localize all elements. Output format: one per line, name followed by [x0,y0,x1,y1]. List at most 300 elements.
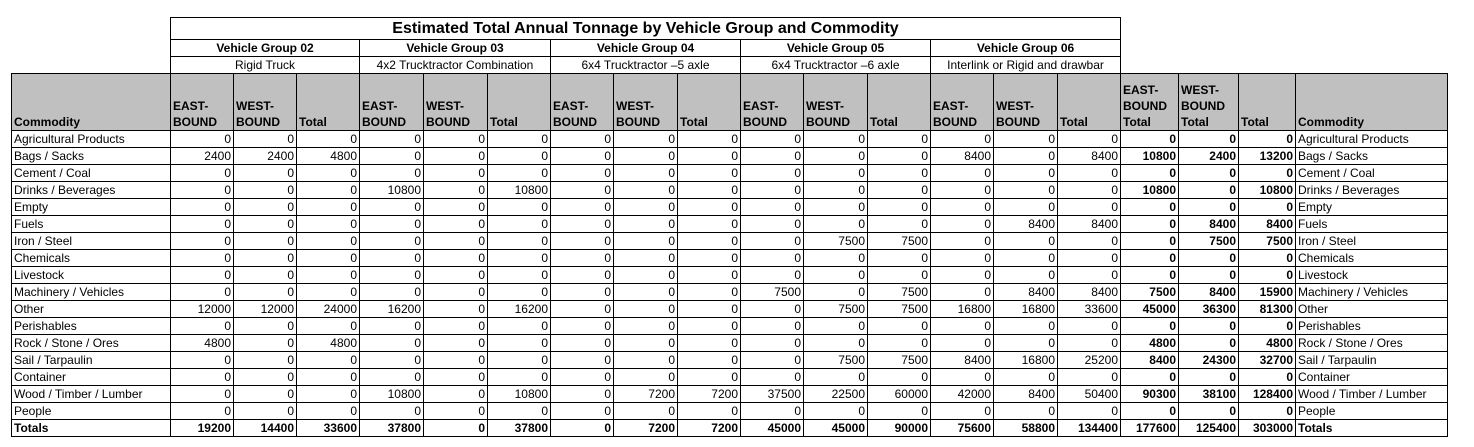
vehicle-group-type: 6x4 Trucktractor –6 axle [741,57,931,74]
tonnage-cell: 0 [994,148,1058,165]
tonnage-cell: 0 [804,369,868,386]
tonnage-cell: 0 [488,267,551,284]
total-cell: 7200 [678,420,741,437]
tonnage-cell: 0 [234,386,297,403]
tonnage-cell: 128400 [1239,386,1296,403]
column-header-total: Total [1058,74,1121,131]
tonnage-cell: 90300 [1121,386,1179,403]
tonnage-cell: 0 [931,284,994,301]
tonnage-cell: 0 [678,216,741,233]
vehicle-group-name: Vehicle Group 03 [360,40,551,57]
tonnage-cell: 0 [551,148,614,165]
tonnage-cell: 0 [551,267,614,284]
vehicle-group-name: Vehicle Group 05 [741,40,931,57]
table-row [12,386,1448,403]
tonnage-cell: 0 [678,199,741,216]
tonnage-cell: 16800 [931,301,994,318]
tonnage-cell: 13200 [1239,148,1296,165]
tonnage-cell: 38100 [1179,386,1239,403]
tonnage-cell: 0 [868,335,931,352]
tonnage-cell: 0 [234,403,297,420]
tonnage-cell: 0 [741,335,804,352]
commodity-label: Container [12,369,171,386]
tonnage-cell: 0 [1058,318,1121,335]
column-header-total: Total [488,74,551,131]
total-cell: 37800 [488,420,551,437]
column-header-commodity-right: Commodity [1296,74,1448,131]
tonnage-cell: 0 [1179,165,1239,182]
commodity-label: Other [12,301,171,318]
tonnage-cell: 0 [297,199,360,216]
tonnage-cell: 0 [931,403,994,420]
tonnage-cell: 0 [1121,403,1179,420]
column-header-grand-total: Total [1239,74,1296,131]
tonnage-cell: 0 [804,335,868,352]
tonnage-cell: 16200 [360,301,424,318]
tonnage-cell: 0 [1058,250,1121,267]
tonnage-cell: 0 [234,284,297,301]
tonnage-cell: 8400 [931,148,994,165]
tonnage-cell: 8400 [1121,352,1179,369]
tonnage-cell: 0 [678,284,741,301]
commodity-label-right: Rock / Stone / Ores [1296,335,1448,352]
tonnage-cell: 81300 [1239,301,1296,318]
total-cell: 45000 [804,420,868,437]
tonnage-cell: 0 [678,233,741,250]
table-row [12,335,1448,352]
tonnage-cell: 0 [234,182,297,199]
tonnage-cell: 0 [360,352,424,369]
tonnage-cell: 0 [551,284,614,301]
tonnage-cell: 0 [1179,131,1239,148]
tonnage-cell: 0 [488,131,551,148]
title-row [12,18,1448,40]
table-row [12,403,1448,420]
tonnage-cell: 0 [741,148,804,165]
tonnage-cell: 0 [297,386,360,403]
commodity-label: Rock / Stone / Ores [12,335,171,352]
tonnage-cell: 0 [488,216,551,233]
column-header-eastbound: EAST- BOUND [931,74,994,131]
tonnage-cell: 7500 [804,352,868,369]
tonnage-cell: 0 [551,216,614,233]
tonnage-cell: 0 [1179,318,1239,335]
vehicle-group-type: Rigid Truck [171,57,360,74]
tonnage-cell: 0 [994,369,1058,386]
commodity-label: Empty [12,199,171,216]
tonnage-cell: 8400 [994,216,1058,233]
tonnage-cell: 0 [741,250,804,267]
tonnage-cell: 0 [741,199,804,216]
table-title: Estimated Total Annual Tonnage by Vehicle Group and Commodity [171,18,1121,40]
tonnage-cell: 4800 [297,335,360,352]
tonnage-cell: 60000 [868,386,931,403]
tonnage-cell: 0 [1121,267,1179,284]
tonnage-cell: 0 [488,250,551,267]
tonnage-cell: 0 [614,335,678,352]
vehicle-group-type: 4x2 Trucktractor Combination [360,57,551,74]
column-header-eastbound-total: EAST- BOUND Total [1121,74,1179,131]
tonnage-cell: 0 [1058,199,1121,216]
tonnage-cell: 0 [234,250,297,267]
tonnage-cell: 0 [171,199,234,216]
tonnage-cell: 0 [424,131,488,148]
tonnage-cell: 8400 [1058,216,1121,233]
commodity-label-right: Machinery / Vehicles [1296,284,1448,301]
tonnage-cell: 0 [488,165,551,182]
tonnage-cell: 0 [360,148,424,165]
tonnage-cell: 0 [614,301,678,318]
tonnage-cell: 0 [1179,199,1239,216]
tonnage-cell: 0 [678,369,741,386]
tonnage-cell: 0 [488,335,551,352]
tonnage-cell: 8400 [994,386,1058,403]
commodity-label: Cement / Coal [12,165,171,182]
tonnage-cell: 7500 [804,233,868,250]
tonnage-cell: 0 [678,318,741,335]
column-header-total: Total [868,74,931,131]
tonnage-cell: 0 [1239,318,1296,335]
tonnage-cell: 0 [614,216,678,233]
tonnage-cell: 0 [1239,403,1296,420]
tonnage-cell: 12000 [234,301,297,318]
tonnage-cell: 50400 [1058,386,1121,403]
commodity-label-right: Perishables [1296,318,1448,335]
tonnage-cell: 45000 [1121,301,1179,318]
tonnage-cell: 10800 [488,386,551,403]
tonnage-cell: 7500 [741,284,804,301]
tonnage-cell: 0 [424,403,488,420]
table-row [12,352,1448,369]
tonnage-cell: 0 [1121,199,1179,216]
column-header-westbound: WEST- BOUND [804,74,868,131]
tonnage-cell: 24000 [297,301,360,318]
tonnage-cell: 0 [1239,267,1296,284]
tonnage-cell: 0 [424,352,488,369]
column-header-total: Total [297,74,360,131]
tonnage-cell: 0 [488,199,551,216]
tonnage-cell: 0 [424,267,488,284]
table-row [12,216,1448,233]
tonnage-cell: 8400 [994,284,1058,301]
tonnage-cell: 0 [171,250,234,267]
total-cell: 75600 [931,420,994,437]
tonnage-cell: 0 [994,335,1058,352]
tonnage-cell: 0 [234,233,297,250]
tonnage-cell: 8400 [1058,148,1121,165]
commodity-label: Agricultural Products [12,131,171,148]
tonnage-cell: 0 [488,233,551,250]
tonnage-cell: 0 [1121,165,1179,182]
tonnage-cell: 0 [994,199,1058,216]
tonnage-cell: 0 [297,182,360,199]
tonnage-cell: 0 [994,318,1058,335]
tonnage-cell: 0 [804,199,868,216]
tonnage-cell: 0 [804,318,868,335]
tonnage-cell: 0 [297,131,360,148]
table-row [12,284,1448,301]
tonnage-cell: 0 [171,386,234,403]
tonnage-cell: 7500 [1239,233,1296,250]
tonnage-cell: 0 [234,335,297,352]
tonnage-cell: 0 [614,267,678,284]
tonnage-cell: 0 [171,131,234,148]
table-row [12,318,1448,335]
tonnage-cell: 16800 [994,352,1058,369]
tonnage-cell: 10800 [1121,182,1179,199]
total-cell: 0 [424,420,488,437]
tonnage-cell: 0 [171,165,234,182]
tonnage-cell: 0 [234,267,297,284]
tonnage-cell: 0 [360,318,424,335]
column-header-westbound: WEST- BOUND [234,74,297,131]
commodity-label-right: Other [1296,301,1448,318]
tonnage-cell: 0 [994,131,1058,148]
tonnage-cell: 0 [424,233,488,250]
tonnage-cell: 0 [931,250,994,267]
tonnage-cell: 0 [741,165,804,182]
tonnage-cell: 0 [360,250,424,267]
commodity-label-right: Livestock [1296,267,1448,284]
commodity-label-right: Chemicals [1296,250,1448,267]
tonnage-cell: 0 [868,148,931,165]
total-cell: 37800 [360,420,424,437]
tonnage-cell: 2400 [171,148,234,165]
tonnage-cell: 0 [171,216,234,233]
tonnage-cell: 0 [614,352,678,369]
tonnage-cell: 0 [551,386,614,403]
tonnage-cell: 0 [868,165,931,182]
tonnage-cell: 8400 [1058,284,1121,301]
total-cell: 90000 [868,420,931,437]
table-row [12,199,1448,216]
tonnage-cell: 0 [1179,250,1239,267]
tonnage-cell: 8400 [1179,284,1239,301]
tonnage-cell: 0 [614,199,678,216]
tonnage-cell: 0 [171,233,234,250]
tonnage-cell: 0 [1179,369,1239,386]
tonnage-cell: 0 [171,352,234,369]
tonnage-cell: 0 [551,403,614,420]
tonnage-cell: 0 [1121,233,1179,250]
tonnage-cell: 0 [551,301,614,318]
table-row [12,301,1448,318]
column-header-eastbound: EAST- BOUND [171,74,234,131]
tonnage-cell: 0 [868,369,931,386]
tonnage-cell: 0 [678,335,741,352]
tonnage-cell: 0 [614,233,678,250]
tonnage-cell: 0 [741,301,804,318]
tonnage-cell: 0 [931,318,994,335]
total-cell: 7200 [614,420,678,437]
tonnage-cell: 0 [678,148,741,165]
tonnage-cell: 0 [804,284,868,301]
tonnage-cell: 7200 [678,386,741,403]
tonnage-cell: 0 [804,216,868,233]
commodity-label-right: People [1296,403,1448,420]
tonnage-cell: 0 [424,335,488,352]
tonnage-cell: 0 [1058,233,1121,250]
tonnage-cell: 0 [931,233,994,250]
tonnage-cell: 0 [1179,403,1239,420]
tonnage-cell: 0 [1058,131,1121,148]
tonnage-cell: 0 [931,216,994,233]
tonnage-cell: 0 [360,131,424,148]
tonnage-cell: 33600 [1058,301,1121,318]
tonnage-cell: 0 [868,318,931,335]
column-header-eastbound: EAST- BOUND [741,74,804,131]
tonnage-cell: 0 [678,352,741,369]
tonnage-cell: 0 [424,148,488,165]
tonnage-cell: 0 [741,369,804,386]
tonnage-cell: 0 [171,403,234,420]
tonnage-cell: 0 [297,403,360,420]
tonnage-cell: 0 [1239,165,1296,182]
tonnage-cell: 0 [741,131,804,148]
tonnage-cell: 0 [424,216,488,233]
commodity-label-right: Drinks / Beverages [1296,182,1448,199]
commodity-label-right: Bags / Sacks [1296,148,1448,165]
tonnage-cell: 0 [994,233,1058,250]
commodity-label: Livestock [12,267,171,284]
total-cell: 14400 [234,420,297,437]
commodity-label-right: Cement / Coal [1296,165,1448,182]
table-row [12,250,1448,267]
total-cell: 45000 [741,420,804,437]
tonnage-cell: 32700 [1239,352,1296,369]
commodity-label: Chemicals [12,250,171,267]
tonnage-cell: 0 [1058,165,1121,182]
tonnage-cell: 0 [1058,403,1121,420]
tonnage-cell: 7200 [614,386,678,403]
column-header-total: Total [678,74,741,131]
tonnage-cell: 0 [614,403,678,420]
tonnage-cell: 10800 [360,182,424,199]
tonnage-cell: 8400 [931,352,994,369]
tonnage-cell: 0 [994,250,1058,267]
tonnage-cell: 0 [551,318,614,335]
tonnage-cell: 0 [741,233,804,250]
tonnage-cell: 0 [488,369,551,386]
total-cell: 19200 [171,420,234,437]
total-cell: 33600 [297,420,360,437]
vehicle-group-name: Vehicle Group 02 [171,40,360,57]
tonnage-cell: 0 [741,403,804,420]
tonnage-cell: 0 [551,352,614,369]
tonnage-cell: 0 [994,165,1058,182]
tonnage-cell: 0 [1239,199,1296,216]
tonnage-cell: 0 [360,369,424,386]
tonnage-cell: 7500 [868,233,931,250]
tonnage-cell: 0 [171,369,234,386]
table-row [12,369,1448,386]
tonnage-cell: 4800 [1239,335,1296,352]
commodity-label-right: Fuels [1296,216,1448,233]
tonnage-cell: 0 [804,182,868,199]
tonnage-cell: 0 [488,352,551,369]
tonnage-cell: 4800 [297,148,360,165]
tonnage-cell: 42000 [931,386,994,403]
tonnage-cell: 0 [614,148,678,165]
commodity-label: People [12,403,171,420]
totals-label: Totals [12,420,171,437]
tonnage-cell: 0 [868,199,931,216]
tonnage-cell: 4800 [171,335,234,352]
commodity-label: Machinery / Vehicles [12,284,171,301]
tonnage-cell: 0 [1058,335,1121,352]
tonnage-cell: 0 [678,267,741,284]
tonnage-cell: 0 [551,131,614,148]
commodity-label-right: Iron / Steel [1296,233,1448,250]
tonnage-cell: 0 [994,182,1058,199]
tonnage-cell: 0 [171,284,234,301]
tonnage-cell: 0 [868,403,931,420]
tonnage-cell: 0 [360,284,424,301]
tonnage-cell: 0 [994,267,1058,284]
tonnage-cell: 2400 [234,148,297,165]
tonnage-cell: 8400 [1239,216,1296,233]
tonnage-cell: 0 [614,318,678,335]
tonnage-cell: 0 [678,403,741,420]
tonnage-cell: 0 [234,131,297,148]
total-cell: 58800 [994,420,1058,437]
commodity-label: Fuels [12,216,171,233]
tonnage-cell: 0 [424,182,488,199]
column-header-westbound: WEST- BOUND [424,74,488,131]
tonnage-cell: 0 [424,199,488,216]
tonnage-cell: 0 [868,250,931,267]
tonnage-cell: 0 [551,250,614,267]
tonnage-cell: 0 [1058,182,1121,199]
tonnage-cell: 0 [741,318,804,335]
table-row [12,165,1448,182]
tonnage-cell: 0 [171,182,234,199]
tonnage-cell: 0 [1179,335,1239,352]
commodity-label-right: Wood / Timber / Lumber [1296,386,1448,403]
tonnage-cell: 0 [360,233,424,250]
tonnage-cell: 0 [297,352,360,369]
tonnage-cell: 0 [1121,369,1179,386]
tonnage-cell: 0 [804,165,868,182]
commodity-label: Iron / Steel [12,233,171,250]
tonnage-cell: 0 [1239,369,1296,386]
column-header-westbound-total: WEST- BOUND Total [1179,74,1239,131]
tonnage-cell: 0 [297,318,360,335]
tonnage-cell: 0 [360,267,424,284]
total-cell: 177600 [1121,420,1179,437]
tonnage-cell: 10800 [360,386,424,403]
tonnage-cell: 0 [678,301,741,318]
tonnage-cell: 0 [931,165,994,182]
group-type-row [12,57,1448,74]
tonnage-cell: 0 [804,403,868,420]
tonnage-cell: 0 [741,182,804,199]
commodity-label: Perishables [12,318,171,335]
tonnage-cell: 10800 [1121,148,1179,165]
tonnage-cell: 0 [804,267,868,284]
tonnage-cell: 4800 [1121,335,1179,352]
commodity-label-right: Container [1296,369,1448,386]
tonnage-cell: 0 [551,199,614,216]
tonnage-cell: 0 [551,182,614,199]
total-cell: 303000 [1239,420,1296,437]
column-header-commodity: Commodity [12,74,171,131]
vehicle-group-type: Interlink or Rigid and drawbar [931,57,1121,74]
tonnage-cell: 37500 [741,386,804,403]
commodity-label-right: Agricultural Products [1296,131,1448,148]
tonnage-cell: 0 [424,318,488,335]
tonnage-cell: 0 [424,250,488,267]
